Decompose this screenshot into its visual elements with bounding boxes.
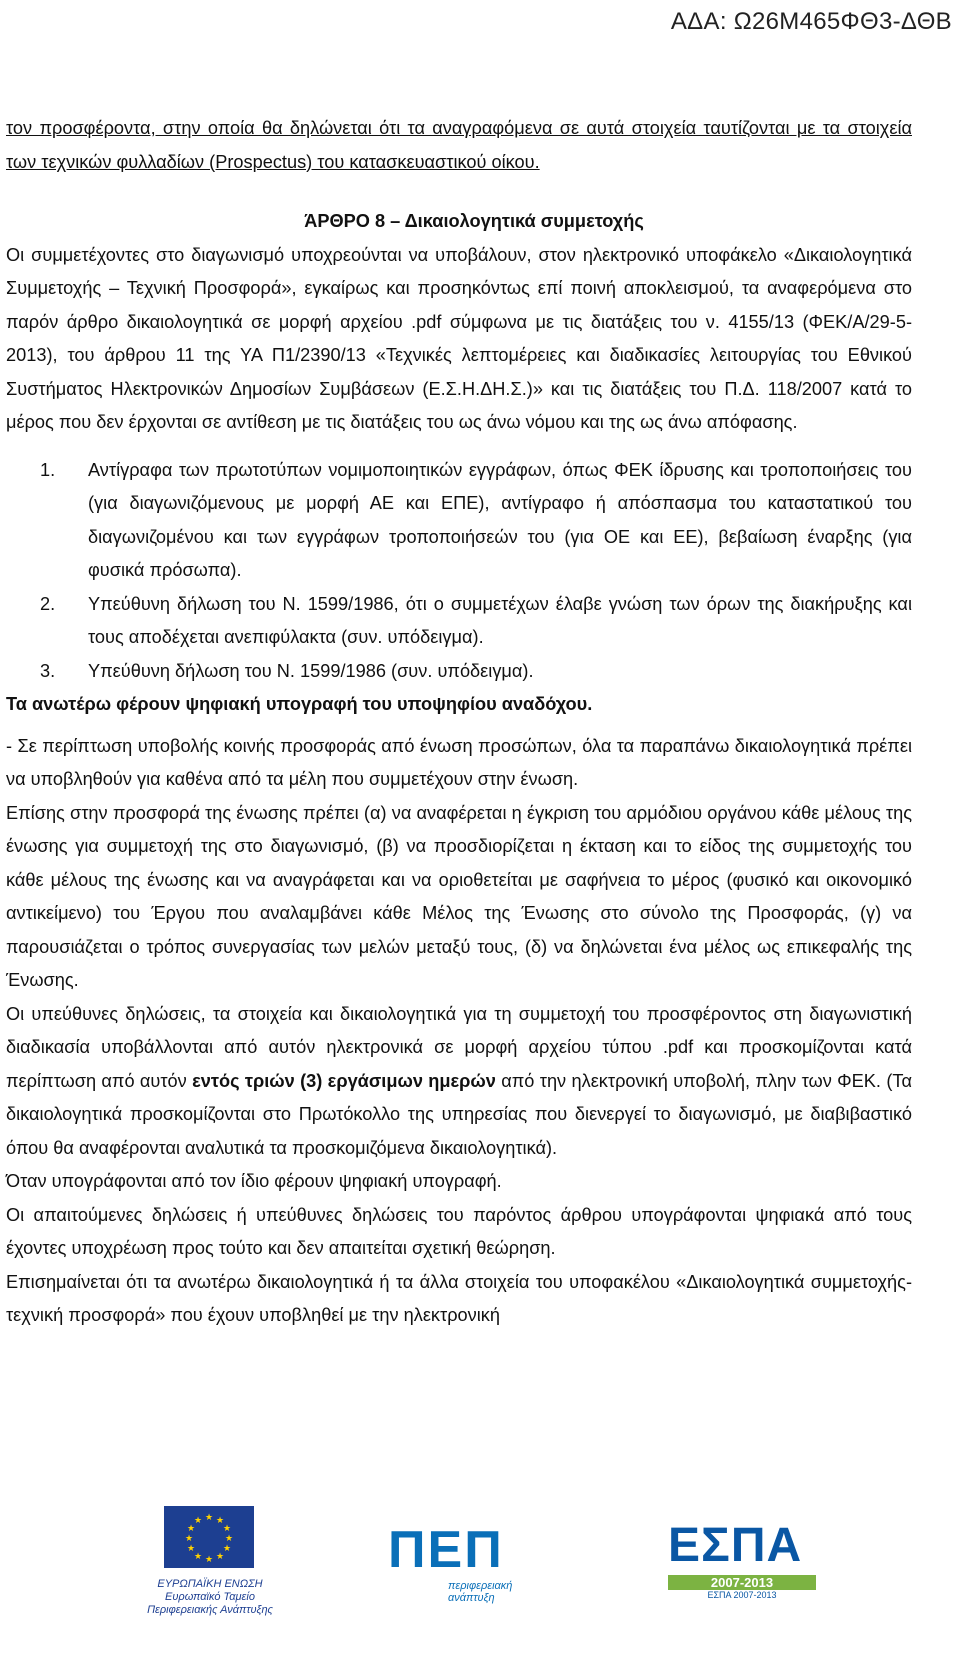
espa-logo-text: ΕΣΠΑ bbox=[668, 1519, 803, 1572]
svg-text:★: ★ bbox=[193, 1516, 203, 1526]
svg-text:★: ★ bbox=[186, 1544, 196, 1554]
svg-text:★: ★ bbox=[224, 1534, 234, 1544]
svg-text:★: ★ bbox=[222, 1544, 232, 1554]
paragraph-4-start: Οι υπεύθυνες δηλώσεις, τα στοιχεία και δικαιολογητικά για τη συμμετοχή του προσφέροντος στη διαγωνιστική διαδικασία υποβάλλονται από αυτόν ηλεκτρονικά σε μορφή αρχείου τύπου .pdf και προσκομίζονται κατά περίπτωση από αυτόν bbox=[6, 1003, 912, 1091]
svg-text:★: ★ bbox=[215, 1552, 225, 1562]
paragraph-4-end: από την ηλεκτρονική υποβολή, πλην των ΦΕΚ. (Τα δικαιολογητικά προσκομίζονται στο Πρωτόκολλο της υπηρεσίας που διενεργεί το διαγωνισμό, με διαβιβαστικό όπου θα αναφέρονται αναλυτικά τα προσκομιζόμενα δικαιολογητικά). bbox=[6, 1070, 912, 1158]
pep-logo bbox=[388, 1520, 548, 1604]
article-paragraph-7: Επισημαίνεται ότι τα ανωτέρω δικαιολογητικά ή τα άλλα στοιχεία του υποφακέλου «Δικαιολογητικά συμμετοχής-τεχνική προσφορά» που έχουν υποβληθεί με την ηλεκτρονική bbox=[6, 1271, 912, 1325]
svg-text:★: ★ bbox=[204, 1555, 214, 1565]
article-paragraph-6: Οι απαιτούμενες δηλώσεις ή υπεύθυνες δηλώσεις του παρόντος άρθρου υπογράφονται ψηφιακά από τους έχοντες υποχρέωση προς τούτο και δεν απαιτείται σχετική θεώρηση. bbox=[6, 1204, 912, 1258]
article-paragraph-1: Οι συμμετέχοντες στο διαγωνισμό υποχρεούνται να υποβάλουν, στον ηλεκτρονικό υποφάκελο «Δικαιολογητικά Συμμετοχής – Τεχνική Προσφορά», εγκαίρως και προσηκόντως επί ποινή αποκλεισμού, τα αναφερόμενα στο παρόν άρθρο δικαιολογητικά σε μορφή αρχείου .pdf σύμφωνα με τις διατάξεις του ν. 4155/13 (ΦΕΚ/Α/29-5-2013), του άρθρου 11 της ΥΑ Π1/2390/13 «Τεχνικές λεπτομέρειες και διαδικασίες λειτουργίας του Εθνικού Συστήματος Ηλεκτρονικών Δημοσίων Συμβάσεων (Ε.Σ.Η.ΔΗ.Σ.)» και τις διατάξεις του Π.Δ. 118/2007 κατά το μέρος που δεν έρχονται σε αντίθεση με τις διατάξεις του ως άνω νόμου και της ως άνω απόφασης. bbox=[6, 244, 912, 432]
list-item-number: 1. bbox=[40, 459, 56, 480]
pep-caption: περιφερειακή ανάπτυξη bbox=[448, 1580, 513, 1604]
list-item-text: Υπεύθυνη δήλωση του Ν. 1599/1986, ότι ο συμμετέχων έλαβε γνώση των όρων της διακήρυξης και τους αποδέχεται ανεπιφύλακτα (συν. υπόδειγμα). bbox=[88, 593, 912, 647]
espa-years: 2007-2013 bbox=[668, 1575, 816, 1590]
eu-flag-icon bbox=[164, 1506, 254, 1568]
svg-text:★: ★ bbox=[215, 1516, 225, 1526]
digital-signature-note: Τα ανωτέρω φέρουν ψηφιακή υπογραφή του υποψηφίου αναδόχου. bbox=[6, 694, 593, 714]
svg-text:★: ★ bbox=[222, 1524, 232, 1534]
deadline-emphasis: εντός τριών (3) εργάσιμων ημερών bbox=[192, 1070, 496, 1091]
list-item-text: Υπεύθυνη δήλωση του Ν. 1599/1986 (συν. υπόδειγμα). bbox=[88, 660, 534, 681]
list-item bbox=[6, 454, 912, 588]
eu-caption: ΕΥΡΩΠΑΪΚΗ ΕΝΩΣΗ Ευρωπαϊκό Ταμείο Περιφερειακής Ανάπτυξης bbox=[147, 1578, 273, 1616]
list-item bbox=[6, 655, 912, 689]
ada-code: ΑΔΑ: Ω26Μ465ΦΘ3-ΔΘΒ bbox=[670, 8, 952, 35]
article-paragraph-3: Επίσης στην προσφορά της ένωσης πρέπει (α) να αναφέρεται η έγκριση του αρμόδιου οργάνου κάθε μέλους της ένωσης για συμμετοχή της στο διαγωνισμό, (β) να προσδιορίζεται η έκταση και το είδος της συμμετοχής του κάθε μέλους της ένωσης και να αναγράφεται και να οριοθετείται με σαφήνεια το μέρος (φυσικό και οικονομικό αντικείμενο) του Έργου που αναλαμβάνει κάθε Μέλος της Ένωσης στο σύνολο της Προσφοράς, (γ) να παρουσιάζεται ο τρόπος συνεργασίας των μελών μεταξύ τους, (δ) να δηλώνεται ένα μέλος ως επικεφαλής της Ένωσης. bbox=[6, 802, 912, 990]
article-paragraph-5: Όταν υπογράφονται από τον ίδιο φέρουν ψηφιακή υπογραφή. bbox=[6, 1171, 502, 1191]
espa-caption: ΕΣΠΑ 2007-2013 bbox=[707, 1590, 777, 1600]
svg-text:★: ★ bbox=[186, 1524, 196, 1534]
footer-logos bbox=[0, 1500, 960, 1670]
list-item-number: 2. bbox=[40, 593, 56, 614]
list-item-text: Αντίγραφα των πρωτοτύπων νομιμοποιητικών εγγράφων, όπως ΦΕΚ ίδρυσης και τροποποιήσεις του (για διαγωνιζόμενους με μορφή ΑΕ και ΕΠΕ), αντίγραφο ή απόσπασμα του καταστατικού του διαγωνιζομένου και των εγγράφων τροποποιήσεών του (για ΟΕ και ΕΕ), βεβαίωση έναρξης (για φυσικά πρόσωπα). bbox=[88, 459, 912, 580]
svg-text:★: ★ bbox=[184, 1534, 194, 1544]
svg-text:★: ★ bbox=[193, 1552, 203, 1562]
svg-text:★: ★ bbox=[204, 1513, 214, 1523]
list-item bbox=[6, 588, 912, 655]
requirements-list bbox=[6, 454, 912, 689]
article-paragraph-2: - Σε περίπτωση υποβολής κοινής προσφοράς από ένωση προσώπων, όλα τα παραπάνω δικαιολογητικά πρέπει να υποβληθούν για καθένα από τα μέλη που συμμετέχουν στην ένωση. bbox=[6, 735, 912, 789]
document-body bbox=[6, 112, 912, 1333]
list-item-number: 3. bbox=[40, 660, 56, 681]
espa-logo bbox=[668, 1518, 816, 1600]
article-paragraph-4 bbox=[6, 998, 912, 1166]
intro-paragraph: τον προσφέροντα, στην οποία θα δηλώνεται ότι τα αναγραφόμενα σε αυτά στοιχεία ταυτίζονται με τα στοιχεία των τεχνικών φυλλαδίων (Prospectus) του κατασκευαστικού οίκου. bbox=[6, 118, 912, 172]
article-heading: ΆΡΘΡΟ 8 – Δικαιολογητικά συμμετοχής bbox=[304, 211, 644, 231]
pep-logo-text: ΠΕΠ bbox=[388, 1521, 504, 1579]
